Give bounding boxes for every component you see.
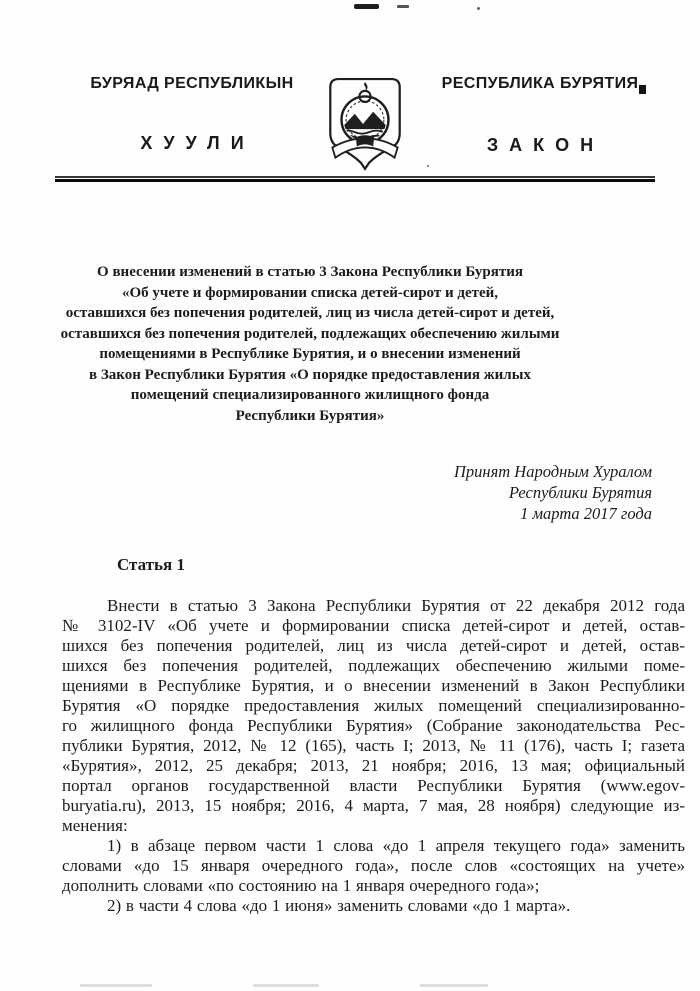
article-1-item-1 [62, 836, 685, 896]
text-line: Принят Народным Хуралом [453, 462, 652, 481]
text-line: № 3102-IV «Об учете и формировании списка детей-сирот и детей, остав- [62, 616, 685, 635]
header-doctype-buryat: ХУУЛИ [140, 133, 255, 153]
text-line: публики Бурятия, 2012, № 12 (165), часть I; 2013, № 11 (176), часть I; газета [62, 736, 685, 755]
header-org-buryat: БУРЯАД РЕСПУБЛИКЫН [90, 75, 294, 92]
text-line: 1 марта 2017 года [520, 504, 652, 523]
scan-smudge [80, 984, 152, 987]
text-line: buryatia.ru), 2013, 15 ноября; 2016, 4 марта, 7 мая, 28 ноября) следующие из- [62, 796, 685, 815]
text-line: О внесении изменений в статью 3 Закона Республики Бурятия [97, 264, 523, 280]
text-line: помещениями в Республике Бурятия, и о внесении изменений [99, 346, 521, 362]
header-doctype-russian: ЗАКОН [486, 135, 605, 155]
text-line: словами «до 15 января очередного года», после слов «состоящих на учете» [62, 856, 685, 875]
text-line: шихся без попечения родителей, лиц из числа детей-сирот и детей, остав- [62, 636, 685, 655]
text-line: помещений специализированного жилищного фонда [130, 387, 490, 403]
text-line: в Закон Республики Бурятия «О порядке предоставления жилых [89, 366, 531, 383]
text-line: портал органов государственной власти Республики Бурятия (www.egov- [62, 776, 685, 795]
text-line: дополнить словами «по состоянию на 1 января очередного года»; [62, 876, 540, 895]
article-1-paragraph [62, 596, 685, 836]
scan-artifact [477, 7, 480, 10]
text-line: Республики Бурятия [508, 483, 652, 502]
scan-artifact [427, 165, 429, 167]
scan-smudge [420, 984, 488, 987]
text-line: Внести в статью 3 Закона Республики Бурятия от 22 декабря 2012 года [107, 596, 685, 615]
article-1-heading: Статья 1 [117, 555, 185, 574]
text-line: Республики Бурятия» [235, 407, 385, 424]
adoption-note [352, 461, 652, 524]
text-line: 2) в части 4 слова «до 1 июня» заменить словами «до 1 марта». [107, 896, 571, 915]
text-line: «Об учете и формировании списка детей-сирот и детей, [121, 284, 499, 301]
text-line: оставшихся без попечения родителей, подлежащих обеспечению жилыми [60, 325, 560, 342]
text-line: «Бурятия», 2012, 25 декабря; 2013, 21 ноября; 2016, 13 мая; официальный [62, 756, 685, 775]
header-divider [55, 176, 655, 183]
text-line: го жилищного фонда Республики Бурятия» (Собрание законодательства Рес- [62, 716, 685, 735]
article-1-item-2 [62, 896, 685, 916]
scan-smudge [253, 984, 319, 987]
text-line: менения: [62, 816, 128, 835]
text-line: Бурятия «О порядке предоставления жилых помещений специализированно- [62, 696, 685, 715]
article-1-body [62, 596, 685, 916]
text-line: оставшихся без попечения родителей, лиц из числа детей-сирот и детей, [65, 305, 555, 321]
text-line: 1) в абзаце первом части 1 слова «до 1 апреля текущего года» заменить [107, 836, 685, 855]
text-line: шихся без попечения родителей, подлежащих обеспечению жилыми поме- [62, 656, 685, 675]
law-title [10, 262, 610, 426]
scan-artifact [397, 5, 409, 8]
text-line: щениями в Республике Бурятия, и о внесении изменений в Закон Республики [62, 676, 685, 695]
header-org-russian: РЕСПУБЛИКА БУРЯТИЯ [441, 75, 639, 92]
scan-artifact [354, 4, 379, 9]
buryatia-coat-of-arms-icon [326, 76, 404, 174]
